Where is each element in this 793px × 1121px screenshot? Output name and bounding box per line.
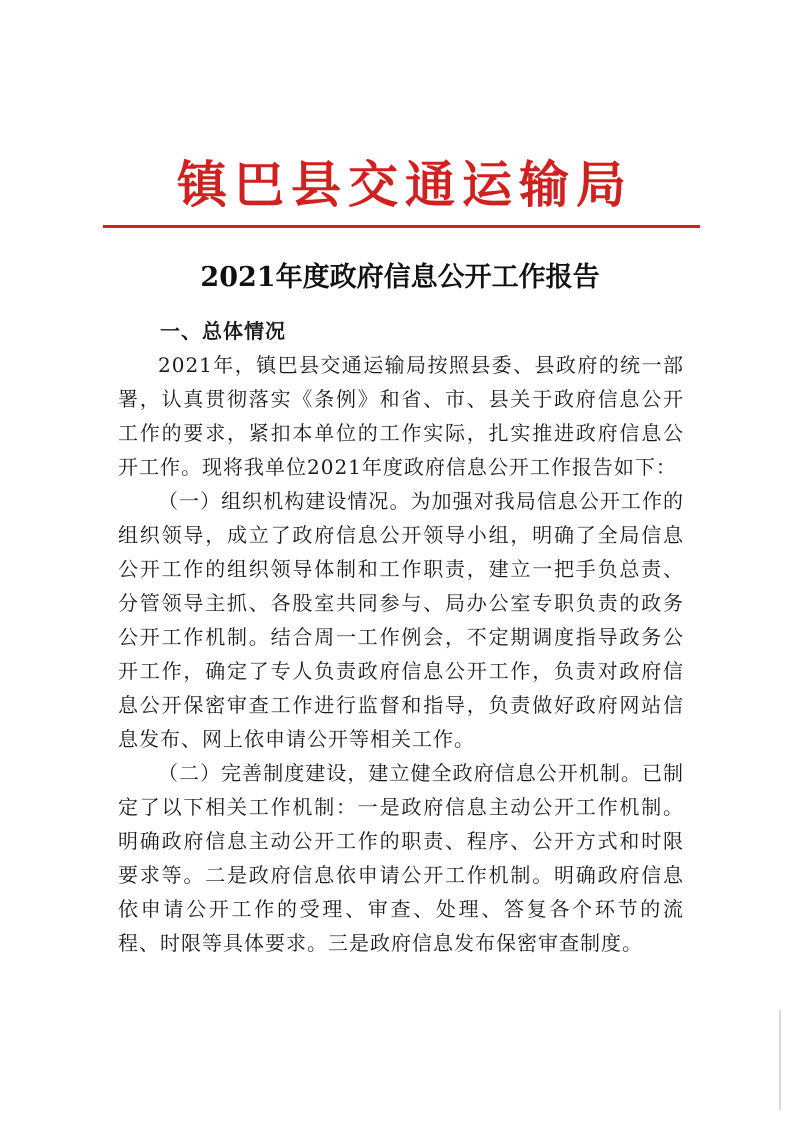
paragraph-overview: 2021年，镇巴县交通运输局按照县委、县政府的统一部署，认真贯彻落实《条例》和省、市、县关于政府信息公开工作的要求，紧扣本单位的工作实际，扎实推进政府信息公开工作。现将我单位2021年度政府信息公开工作报告如下： [118,353,684,479]
letterhead-rule [103,225,700,228]
scan-edge-mark [779,1010,781,1110]
paragraph-system-building: （二）完善制度建设，建立健全政府信息公开机制。已制定了以下相关工作机制：一是政府信息主动公开工作机制。明确政府信息主动公开工作的职责、程序、公开方式和时限要求等。二是政府信息依申请公开工作机制。明确政府信息依申请公开工作的受理、审查、处理、答复各个环节的流程、时限等具体要求。三是政府信息发布保密审查制度。 [118,761,684,955]
document-title: 2021年度政府信息公开工作报告 [200,262,600,293]
document-body [118,314,684,960]
letterhead-title: 镇巴县交通运输局 [177,155,633,214]
section-heading: 一、总体情况 [160,319,286,343]
paragraph-organization: （一）组织机构建设情况。为加强对我局信息公开工作的组织领导，成立了政府信息公开领导小组，明确了全局信息公开工作的组织领导体制和工作职责，建立一把手负总责、分管领导主抓、各股室共同参与、局办公室专职负责的政务公开工作机制。结合周一工作例会，不定期调度指导政务公开工作，确定了专人负责政府信息公开工作，负责对政府信息公开保密审查工作进行监督和指导，负责做好政府网站信息发布、网上依申请公开等相关工作。 [118,489,684,751]
